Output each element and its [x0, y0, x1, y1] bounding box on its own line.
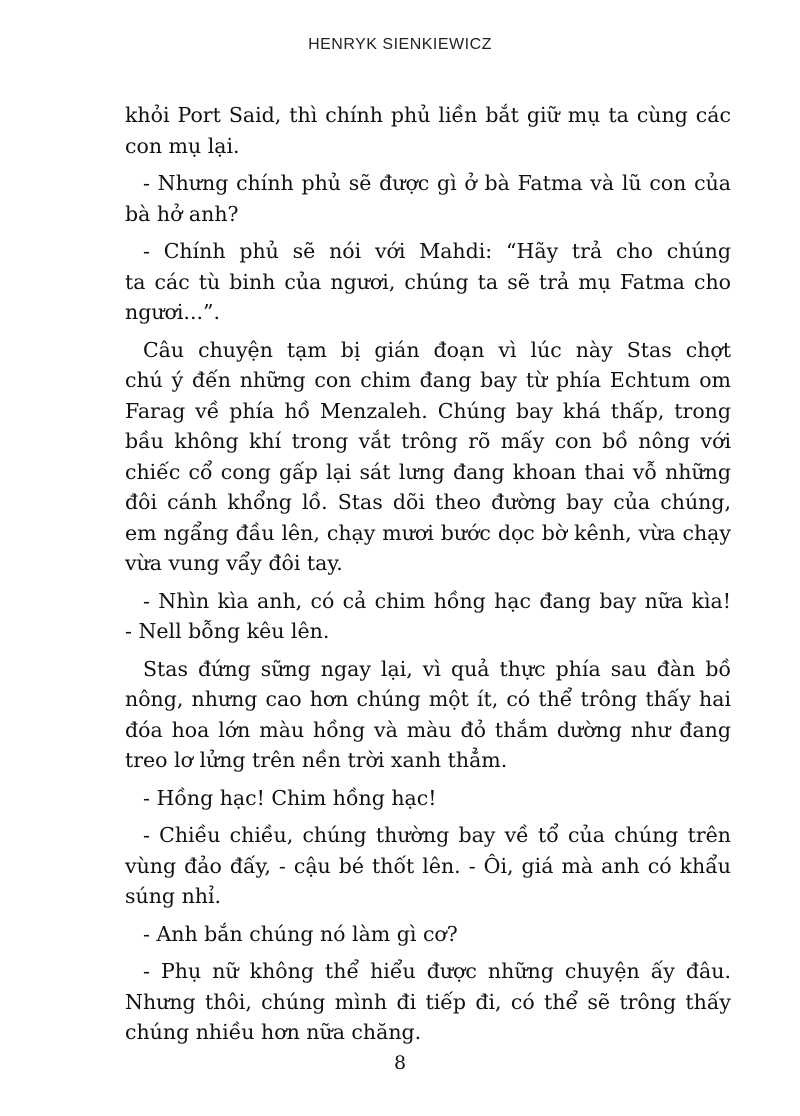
text-line: chúng nhiều hơn nữa chăng.: [125, 1020, 422, 1044]
page-body: [125, 100, 731, 1055]
text-line: bầu không khí trong vắt trông rõ mấy con bồ nông với: [125, 429, 731, 453]
text-line: khỏi Port Said, thì chính phủ liền bắt giữ mụ ta cùng các: [125, 103, 731, 127]
text-line: ngươi...”.: [125, 300, 220, 324]
text-line: bà hở anh?: [125, 201, 239, 226]
text-line: - Nhìn kìa anh, có cả chim hồng hạc đang bay nữa kìa!: [143, 588, 731, 613]
text-line: nông, nhưng cao hơn chúng một ít, có thể trông thấy hai: [125, 687, 731, 711]
text-line: vùng đảo đấy, - cậu bé thốt lên. - Ôi, giá mà anh có khẩu: [125, 853, 731, 878]
text-line: Stas đứng sững ngay lại, vì quả thực phía sau đàn bồ: [143, 656, 731, 681]
text-line: con mụ lại.: [125, 133, 240, 158]
running-header: HENRYK SIENKIEWICZ: [308, 36, 492, 53]
text-line: - Anh bắn chúng nó làm gì cơ?: [143, 921, 458, 946]
text-line: chiếc cổ cong gấp lại sát lưng đang khoan thai vỗ những: [125, 459, 731, 484]
paragraph: [125, 919, 731, 950]
text-line: đóa hoa lớn màu hồng và màu đỏ thắm dường như đang: [125, 717, 731, 742]
text-line: vừa vung vẩy đôi tay.: [125, 551, 343, 575]
paragraph: [125, 236, 731, 328]
paragraph: [125, 783, 731, 814]
text-line: - Nhưng chính phủ sẽ được gì ở bà Fatma và lũ con của: [143, 171, 731, 195]
text-line: - Phụ nữ không thể hiểu được những chuyện ấy đâu.: [143, 959, 731, 983]
text-line: chú ý đến những con chim đang bay từ phía Echtum om: [125, 368, 731, 392]
paragraph: [125, 335, 731, 579]
text-line: treo lơ lửng trên nền trời xanh thẳm.: [125, 748, 508, 772]
text-line: - Nell bỗng kêu lên.: [125, 619, 330, 643]
text-line: súng nhỉ.: [125, 884, 222, 908]
text-line: - Chính phủ sẽ nói với Mahdi: “Hãy trả cho chúng: [143, 239, 731, 263]
paragraph: [125, 168, 731, 229]
paragraph: [125, 820, 731, 912]
text-line: đôi cánh khổng lồ. Stas dõi theo đường bay của chúng,: [125, 490, 731, 514]
text-line: ta các tù binh của ngươi, chúng ta sẽ trả mụ Fatma cho: [125, 269, 731, 294]
page-number: 8: [393, 1052, 407, 1074]
text-line: - Hồng hạc! Chim hồng hạc!: [143, 785, 437, 810]
paragraph: [125, 654, 731, 776]
paragraph: [125, 586, 731, 647]
text-line: em ngẩng đầu lên, chạy mươi bước dọc bờ kênh, vừa chạy: [125, 520, 731, 545]
text-line: Farag về phía hồ Menzaleh. Chúng bay khá thấp, trong: [125, 398, 731, 423]
paragraph: [125, 100, 731, 161]
paragraph: [125, 956, 731, 1048]
text-line: - Chiều chiều, chúng thường bay về tổ của chúng trên: [143, 823, 731, 847]
text-line: Câu chuyện tạm bị gián đoạn vì lúc này Stas chợt: [143, 337, 731, 362]
text-line: Nhưng thôi, chúng mình đi tiếp đi, có thể sẽ trông thấy: [125, 989, 731, 1014]
